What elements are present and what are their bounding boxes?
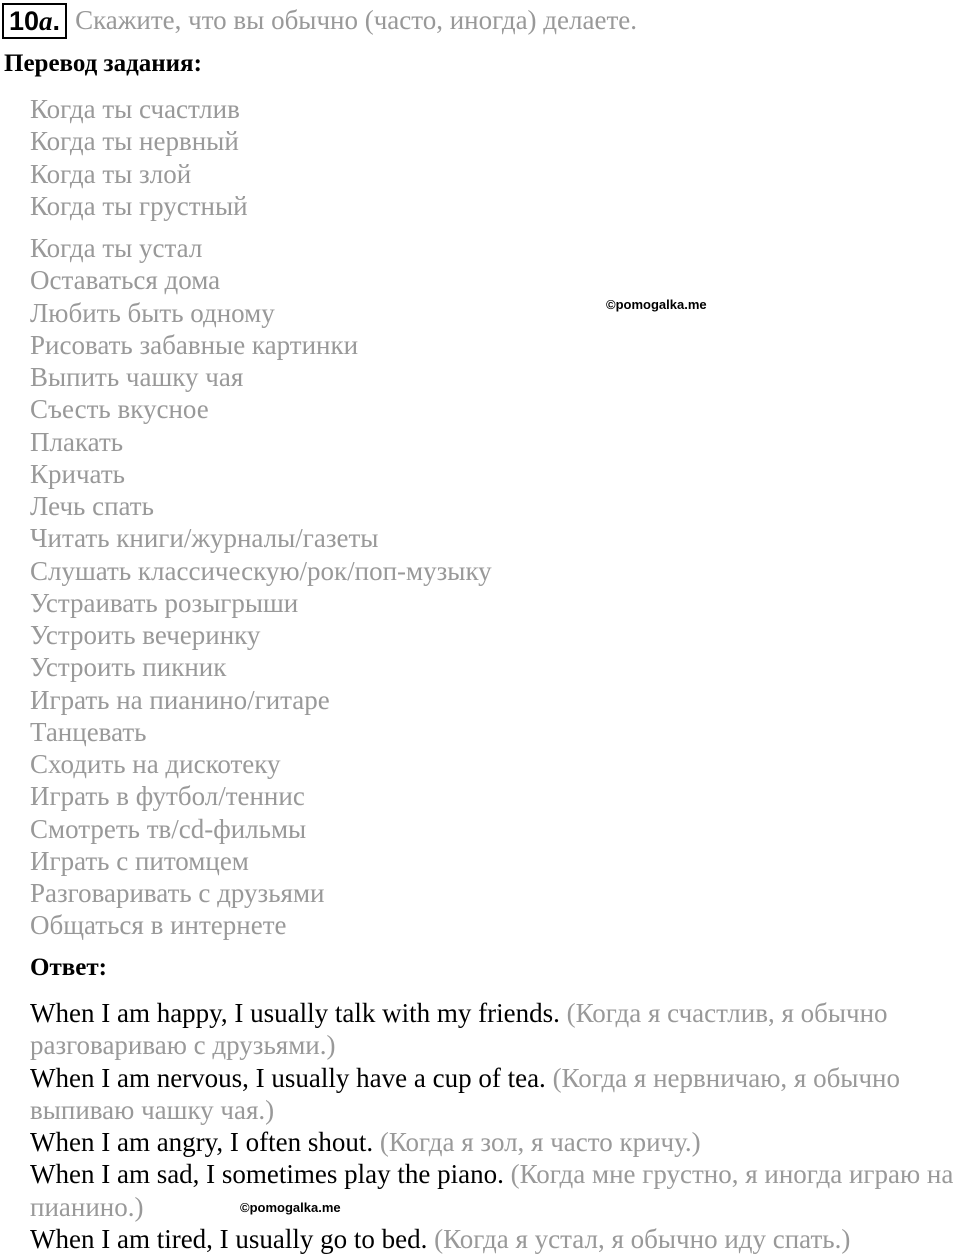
task-header bbox=[2, 0, 637, 40]
answers-block bbox=[30, 997, 955, 1255]
list-item: Слушать классическую/рок/поп-музыку bbox=[30, 555, 492, 586]
list-item: Играть в футбол/теннис bbox=[30, 781, 305, 812]
list-item: Рисовать забавные картинки bbox=[30, 329, 359, 360]
task-number-dot: . bbox=[52, 6, 61, 36]
task-number: 10 bbox=[9, 6, 40, 36]
answer-russian: (Когда я счастлив, я обычно разговариваю с друзьями.) bbox=[30, 998, 888, 1061]
list-item: Лечь спать bbox=[30, 491, 154, 521]
answer-english: When I am sad, I sometimes play the piano. bbox=[30, 1159, 504, 1190]
watermark: ©pomogalka.me bbox=[240, 1200, 341, 1215]
answer-russian: (Когда я зол, я часто кричу.) bbox=[379, 1127, 701, 1158]
answer-english: When I am nervous, I usually have a cup of tea. bbox=[30, 1062, 546, 1093]
list-item: Когда ты устал bbox=[30, 233, 203, 263]
list-item: Разговаривать с друзьями bbox=[30, 878, 325, 908]
task-instruction: Скажите, что вы обычно (часто, иногда) делаете. bbox=[75, 4, 637, 35]
list-item: Смотреть тв/cd-фильмы bbox=[30, 813, 307, 844]
list-item: Любить быть одному bbox=[30, 297, 275, 328]
list-item: Устроить вечеринку bbox=[30, 620, 261, 650]
list-item: Плакать bbox=[30, 426, 124, 457]
list-item: Выпить чашку чая bbox=[30, 362, 244, 392]
phrase-list-group-2 bbox=[30, 232, 492, 942]
answer-item bbox=[30, 997, 955, 1062]
task-number-box bbox=[2, 3, 67, 39]
translation-heading: Перевод задания: bbox=[4, 50, 202, 77]
answer-english: When I am happy, I usually talk with my friends. bbox=[30, 998, 560, 1028]
list-item: Устроить пикник bbox=[30, 652, 227, 683]
list-item: Кричать bbox=[30, 458, 125, 489]
answer-russian: (Когда мне грустно, я иногда играю на пианино.) bbox=[30, 1159, 954, 1222]
task-letter: a bbox=[39, 6, 53, 36]
answer-russian: (Когда я устал, я обычно иду спать.) bbox=[434, 1224, 851, 1255]
list-item: Танцевать bbox=[30, 716, 147, 747]
list-item: Когда ты счастлив bbox=[30, 94, 240, 124]
answer-heading: Ответ: bbox=[30, 954, 107, 981]
list-item: Играть на пианино/гитаре bbox=[30, 684, 330, 715]
answer-item bbox=[30, 1158, 955, 1223]
watermark: ©pomogalka.me bbox=[606, 297, 707, 312]
list-item: Читать книги/журналы/газеты bbox=[30, 523, 379, 554]
answer-item bbox=[30, 1062, 955, 1127]
list-item: Играть с питомцем bbox=[30, 845, 249, 876]
answer-item bbox=[30, 1223, 955, 1255]
phrase-list-group-1 bbox=[30, 93, 248, 222]
list-item: Когда ты злой bbox=[30, 158, 192, 189]
list-item: Устраивать розыгрыши bbox=[30, 587, 299, 618]
list-item: Когда ты грустный bbox=[30, 190, 248, 221]
list-item: Оставаться дома bbox=[30, 265, 221, 296]
answer-english: When I am tired, I usually go to bed. bbox=[30, 1224, 428, 1255]
answer-russian: (Когда я нервничаю, я обычно выпиваю чашку чая.) bbox=[30, 1062, 900, 1125]
answer-english: When I am angry, I often shout. bbox=[30, 1127, 374, 1158]
list-item: Съесть вкусное bbox=[30, 394, 209, 425]
answer-item bbox=[30, 1126, 955, 1158]
list-item: Общаться в интернете bbox=[30, 910, 287, 941]
list-item: Когда ты нервный bbox=[30, 126, 239, 157]
list-item: Сходить на дискотеку bbox=[30, 749, 281, 779]
